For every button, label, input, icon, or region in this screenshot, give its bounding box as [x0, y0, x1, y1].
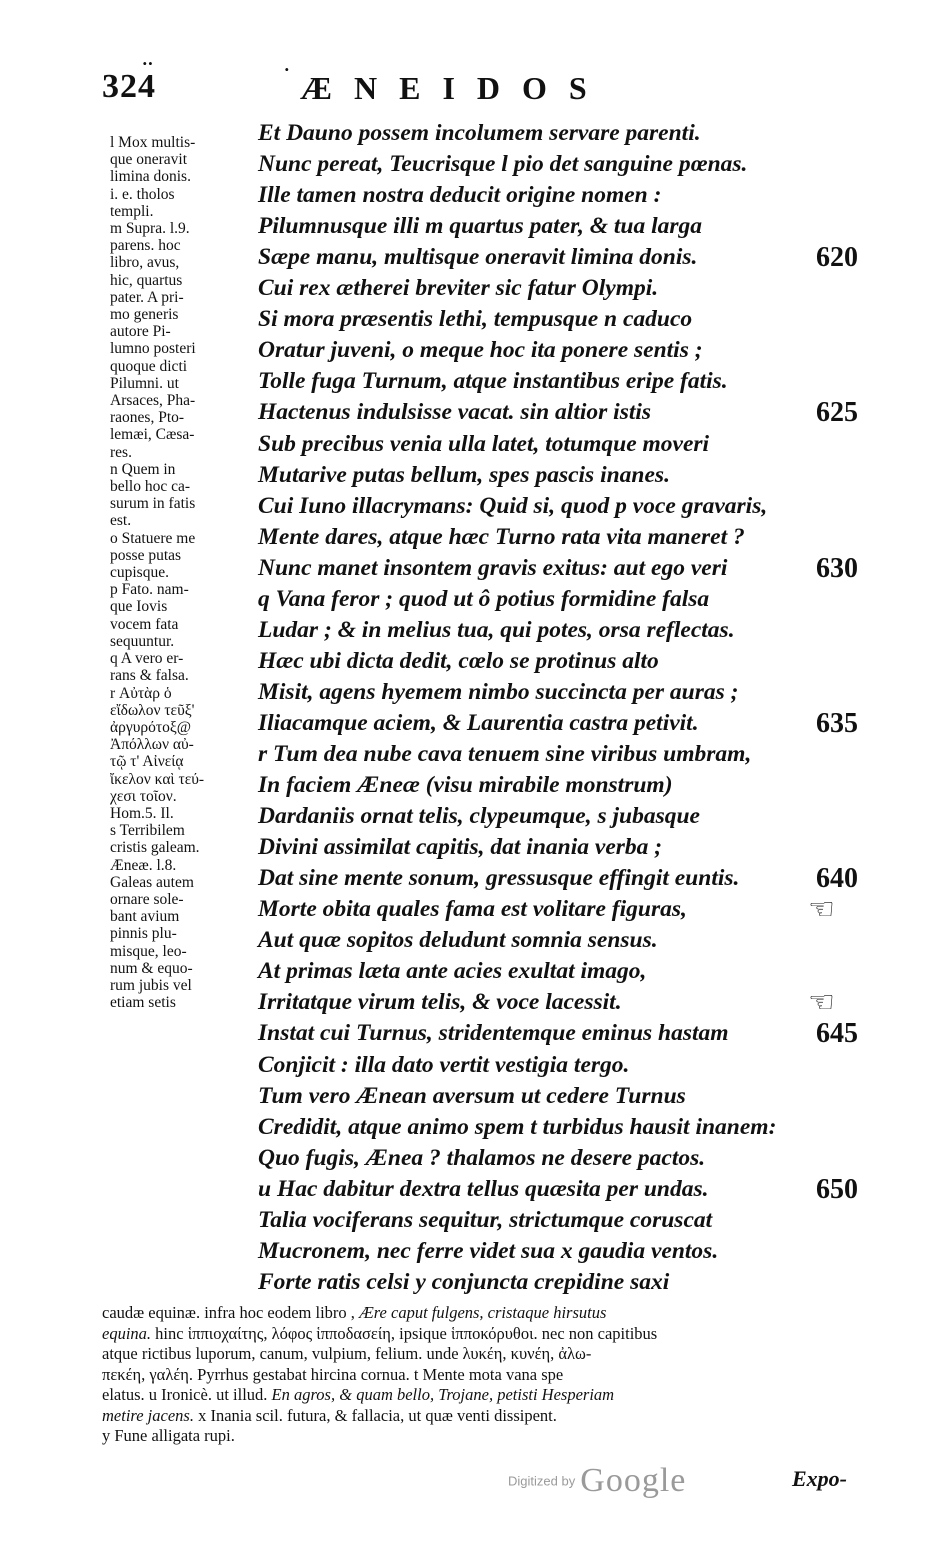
gloss-line: parens. hoc	[110, 237, 181, 255]
gloss-line: bello hoc ca-	[110, 478, 191, 496]
pointing-hand-icon: ☜	[808, 985, 835, 1021]
gloss-line: i. e. tholos	[110, 185, 175, 203]
verse-number: 650	[816, 1173, 858, 1205]
verse-line: Oratur juveni, o meque hoc ita ponere sentis ;	[258, 337, 703, 364]
gloss-line: misque, leo-	[110, 942, 187, 960]
gloss-line: que Iovis	[110, 598, 168, 616]
gloss-line: ἀργυρότοξ@	[110, 718, 192, 736]
gloss-line: hic, quartus	[110, 271, 183, 289]
footnote-segment: hinc ἱππιοχαίτης, λόφος ἱπποδασείη, ipsique ἱπποκόρυθοι. nec non capitibus	[151, 1323, 658, 1343]
watermark-brand: Google	[580, 1462, 687, 1499]
gloss-line: mo generis	[110, 306, 179, 324]
verse-number: 630	[816, 552, 858, 584]
verse-line: Et Dauno possem incolumem servare parenti.	[258, 120, 701, 146]
gloss-line: ἴκελον καὶ τεύ-	[110, 770, 205, 788]
gloss-line: rans & falsa.	[110, 667, 189, 685]
gloss-line: quoque dicti	[110, 357, 188, 375]
footnote-segment: metire jacens.	[102, 1405, 194, 1425]
gloss-line: cristis galeam.	[110, 839, 200, 857]
verse-line: Dardaniis ornat telis, clypeumque, s jubasque	[258, 803, 700, 830]
footnote-line	[102, 1344, 872, 1365]
verse-line: Ille tamen nostra deducit origine nomen :	[258, 182, 662, 209]
footnote-segment: atque rictibus luporum, canum, vulpium, felium. unde λυκέη, κυνέη, ἀλω-	[102, 1344, 592, 1363]
gloss-line: lemæi, Cæsa-	[110, 426, 195, 444]
gloss-line: pater. A pri-	[110, 288, 184, 306]
verse-line: Sæpe manu, multisque oneravit limina donis.	[258, 244, 698, 271]
verse-number: 635	[816, 707, 858, 739]
gloss-line: sequuntur.	[110, 632, 175, 650]
verse-line: Dat sine mente sonum, gressusque effingit euntis.	[258, 865, 740, 892]
gloss-line: vocem fata	[110, 615, 179, 633]
gloss-line: raones, Pto-	[110, 409, 185, 427]
gloss-line: Æneæ. l.8.	[110, 856, 177, 874]
verse-line: Misit, agens hyemem nimbo succincta per auras ;	[258, 678, 739, 705]
footnote-line	[102, 1365, 872, 1386]
verse-line: At primas læta ante acies exultat imago,	[258, 958, 647, 985]
verse-line: Mutarive putas bellum, spes pascis inanes.	[258, 461, 670, 488]
digitized-watermark	[508, 1462, 686, 1500]
footnote-segment: En agros, & quam bello, Trojane, petisti Hesperiam	[271, 1385, 615, 1404]
verse-line: Tum vero Ænean aversum ut cedere Turnus	[258, 1082, 686, 1109]
gloss-line: o Statuere me	[110, 529, 196, 547]
gloss-line: Arsaces, Pha-	[110, 392, 196, 410]
watermark-prefix: Digitized by	[508, 1473, 576, 1489]
verse-line: Mente dares, atque hæc Turno rata vita maneret ?	[258, 523, 745, 550]
gloss-line: ornare sole-	[110, 890, 184, 908]
top-mark: ..	[142, 50, 154, 69]
verse-line: Si mora præsentis lethi, tempusque n caduco	[258, 306, 693, 333]
gloss-line: templi.	[110, 202, 154, 220]
footnote-segment: Pyrrhus gestabat hircina cornua. t Mente mota vana spe	[197, 1364, 564, 1384]
gloss-line: pinnis plu-	[110, 925, 177, 943]
gloss-line: lumno posteri	[110, 340, 196, 358]
gloss-line: rum jubis vel	[110, 976, 192, 994]
gloss-line: n Quem in	[110, 460, 176, 478]
verse-line: Aut quæ sopitos deludunt somnia sensus.	[258, 927, 658, 954]
verse-line: Morte obita quales fama est volitare figuras,	[258, 896, 687, 923]
pointing-hand-icon: ☜	[808, 892, 835, 928]
gloss-line: que oneravit	[110, 151, 188, 169]
verse-line: q Vana feror ; quod ut ô potius formidine falsa	[258, 585, 710, 612]
verse-line: Credidit, atque animo spem t turbidus hausit inanem:	[258, 1113, 777, 1140]
footnote-line	[102, 1303, 872, 1324]
footnote-segment: equina.	[102, 1323, 152, 1343]
gloss-line: l Mox multis-	[110, 134, 196, 151]
gloss-line: m Supra. l.9.	[110, 220, 190, 238]
verse-line: Talia vociferans sequitur, strictumque coruscat	[258, 1206, 713, 1233]
verse-line: Hæc ubi dicta dedit, cœlo se protinus alto	[258, 647, 659, 674]
page-number: 324	[102, 68, 156, 105]
footnote-segment: caudæ equinæ. infra hoc eodem libro ,	[102, 1303, 360, 1322]
verse-line: Ludar ; & in melius tua, qui potes, orsa reflectas.	[258, 616, 735, 643]
margin-glosses	[110, 134, 250, 1011]
gloss-line: q A vero er-	[110, 650, 184, 668]
verse-line: In faciem Æneæ (visu mirabile monstrum)	[258, 772, 673, 799]
gloss-line: εἴδωλον τεῦξ'	[110, 701, 195, 719]
gloss-line: num & equo-	[110, 959, 193, 977]
gloss-line: Pilumni. ut	[110, 374, 179, 392]
gloss-line: p Fato. nam-	[110, 581, 189, 599]
verse-number: 645	[816, 1018, 858, 1050]
gloss-line: res.	[110, 443, 132, 461]
verse-line: Sub precibus venia ulla latet, totumque moveri	[258, 430, 710, 457]
gloss-line: est.	[110, 512, 132, 530]
gloss-line: cupisque.	[110, 564, 169, 582]
verse-number: 620	[816, 242, 858, 274]
verse-number: 640	[816, 863, 858, 895]
verse-line: Irritatque virum telis, & voce lacessit.	[258, 989, 622, 1016]
gloss-line: limina donis.	[110, 168, 191, 186]
gloss-line: s Terribilem	[110, 822, 185, 840]
verse-line: Hactenus indulsisse vacat. sin altior istis	[258, 399, 652, 426]
footnote-segment: elatus. u Ironicè. ut illud.	[102, 1385, 272, 1404]
footnote-segment: y Fune alligata rupi.	[102, 1426, 235, 1445]
verse-line: Tolle fuga Turnum, atque instantibus eripe fatis.	[258, 368, 728, 395]
verse-line: Pilumnusque illi m quartus pater, & tua larga	[258, 213, 703, 240]
verse-line: Forte ratis celsi y conjuncta crepidine saxi	[258, 1268, 670, 1295]
footnote-segment: Ære caput fulgens, cristaque hirsutus	[359, 1303, 607, 1322]
gloss-line: autore Pi-	[110, 323, 171, 341]
catchword: Expo-	[792, 1466, 847, 1491]
verse-line: Conjicit : illa dato vertit vestigia tergo.	[258, 1051, 630, 1078]
footnote-line	[102, 1426, 872, 1447]
verse-line: Mucronem, nec ferre videt sua x gaudia ventos.	[258, 1237, 719, 1264]
footnote-segment: πεκέη, γαλέη.	[102, 1364, 198, 1384]
gloss-line: libro, avus,	[110, 254, 180, 272]
footnote-line	[102, 1385, 872, 1406]
verse-line: u Hac dabitur dextra tellus quæsita per undas.	[258, 1175, 709, 1202]
footnotes	[102, 1303, 872, 1447]
gloss-line: surum in fatis	[110, 495, 196, 513]
page-header	[0, 50, 934, 118]
verse-line: Quo fugis, Ænea ? thalamos ne desere pactos.	[258, 1144, 706, 1171]
verse-line: Iliacamque aciem, & Laurentia castra petivit.	[258, 709, 699, 736]
verse-line: Nunc pereat, Teucrisque l pio det sanguine pœnas.	[258, 151, 748, 178]
running-title: ÆNEIDOS	[300, 70, 609, 106]
gloss-line: Hom.5. Il.	[110, 804, 174, 822]
verse-line: Nunc manet insontem gravis exitus: aut ego veri	[258, 554, 728, 581]
verse-line: r Tum dea nube cava tenuem sine viribus umbram,	[258, 741, 752, 767]
gloss-line: r Αὐτὰρ ὁ	[110, 684, 172, 702]
verse-line: Instat cui Turnus, stridentemque eminus hastam	[258, 1020, 729, 1047]
footnote-segment: x Inania scil. futura, & fallacia, ut quæ venti dissipent.	[193, 1405, 557, 1425]
top-mark-2: .	[284, 56, 290, 75]
gloss-line: Galeas autem	[110, 873, 194, 891]
gloss-line: Ἀπόλλων αὐ-	[110, 736, 194, 754]
footnote-line	[102, 1406, 872, 1427]
gloss-line: etiam setis	[110, 994, 176, 1012]
gloss-line: τῷ τ' Αἰνείᾳ	[110, 753, 184, 771]
footnote-line	[102, 1324, 872, 1345]
gloss-line: posse putas	[110, 546, 182, 564]
verse-line: Cui Iuno illacrymans: Quid si, quod p voce gravaris,	[258, 492, 768, 519]
gloss-line: χεσι τοῖον.	[110, 787, 177, 805]
verse-line: Cui rex ætherei breviter sic fatur Olympi.	[258, 275, 659, 302]
verse-number: 625	[816, 397, 858, 429]
gloss-line: bant avium	[110, 908, 180, 926]
verse-line: Divini assimilat capitis, dat inania verba ;	[258, 834, 663, 861]
